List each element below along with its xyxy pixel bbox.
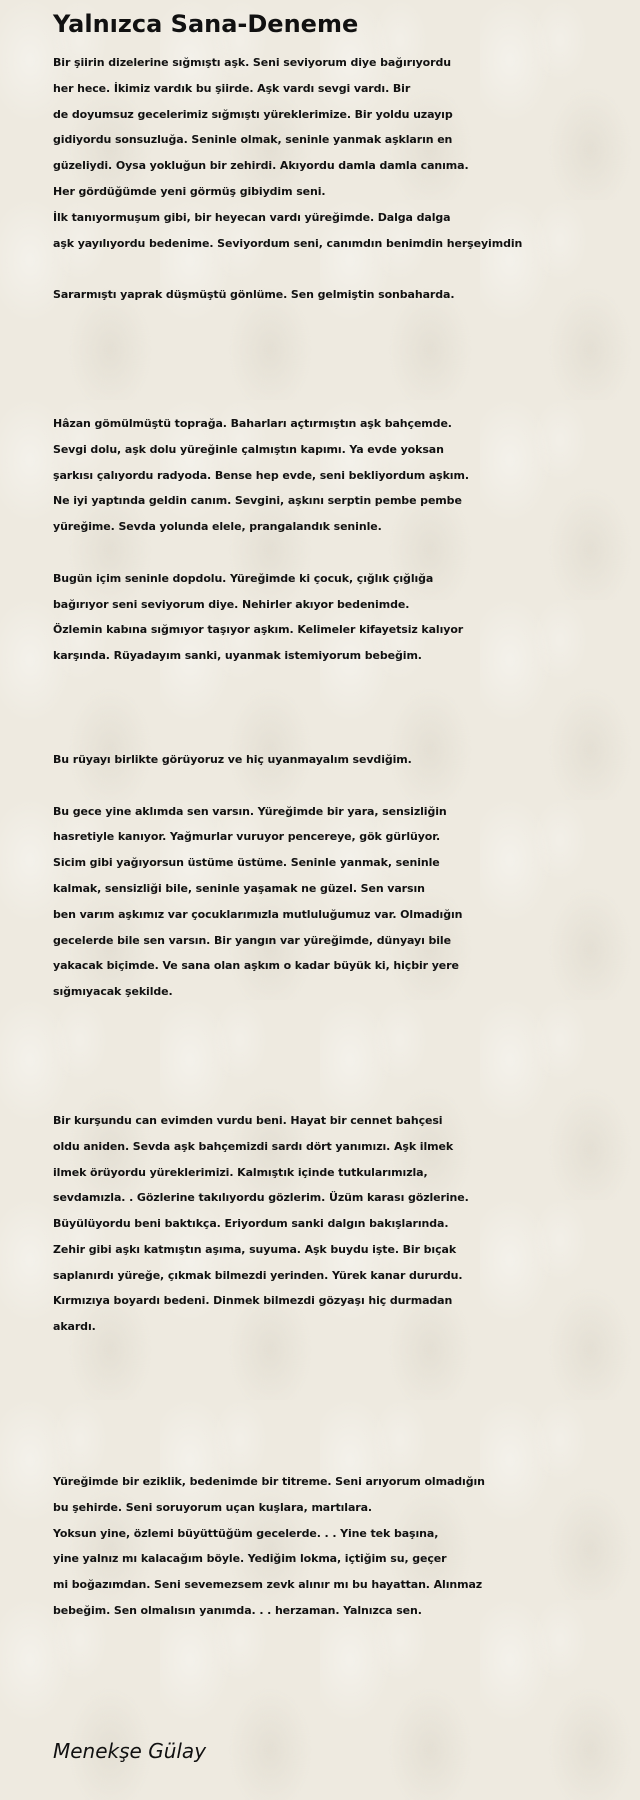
poem-line: gidiyordu sonsuzluğa. Seninle olmak, seninle yanmak aşkların en: [53, 133, 453, 147]
poem-line: Bir şiirin dizelerine sığmıştı aşk. Seni seviyorum diye bağırıyordu: [53, 56, 451, 69]
stanza-8: [53, 1469, 640, 1624]
stanza-spacer: [53, 1005, 640, 1108]
stanza-6: [53, 799, 640, 1005]
stanza-spacer: [53, 540, 640, 566]
stanza-spacer: [53, 773, 640, 799]
stanza-5: [53, 747, 640, 773]
stanza-7: [53, 1108, 640, 1340]
stanza-2: [53, 282, 640, 308]
poem-line: Sararmıştı yaprak düşmüştü gönlüme. Sen gelmiştin sonbaharda.: [53, 288, 455, 302]
poem-line: aşk yayılıyordu bedenime. Seviyordum seni, canımdın benimdin herşeyimdin: [53, 236, 523, 250]
poem-body: [53, 50, 640, 1624]
poem-line: bağırıyor seni seviyorum diye. Nehirler akıyor bedenimde.: [53, 597, 410, 611]
poem-line: bebeğim. Sen olmalısın yanımda. . . herzaman. Yalnızca sen.: [53, 1604, 422, 1618]
poem-line: şarkısı çalıyordu radyoda. Bense hep evde, seni bekliyordum aşkım.: [53, 468, 469, 482]
poem-line: Yüreğimde bir eziklik, bedenimde bir titreme. Seni arıyorum olmadığın: [53, 1475, 485, 1489]
stanza-4: [53, 566, 640, 669]
poem-line: bu şehirde. Seni soruyorum uçan kuşlara, martılara.: [53, 1500, 372, 1514]
poem-line: hasretiyle kanıyor. Yağmurlar vuruyor pencereye, gök gürlüyor.: [53, 830, 441, 844]
stanza-1: [53, 50, 640, 256]
poem-line: mi boğazımdan. Seni sevemezsem zevk alınır mı bu hayattan. Alınmaz: [53, 1578, 483, 1592]
stanza-3: [53, 411, 640, 540]
poem-line: Özlemin kabına sığmıyor taşıyor aşkım. Kelimeler kifayetsiz kalıyor: [53, 623, 464, 637]
poem-line: Bu gece yine aklımda sen varsın. Yüreğimde bir yara, sensizliğin: [53, 804, 447, 818]
poem-line: güzeliydi. Oysa yokluğun bir zehirdi. Akıyordu damla damla canıma.: [53, 159, 469, 173]
poem-line: sevdamızla. . Gözlerine takılıyordu gözlerim. Üzüm karası gözlerine.: [53, 1191, 469, 1205]
poem-line: Bugün içim seninle dopdolu. Yüreğimde ki çocuk, çığlık çığlığa: [53, 571, 434, 585]
poem-line: Her gördüğümde yeni görmüş gibiydim seni.: [53, 184, 326, 198]
poem-line: Hâzan gömülmüştü toprağa. Baharları açtırmıştın aşk bahçemde.: [53, 416, 452, 430]
poem-line: kalmak, sensizliği bile, seninle yaşamak ne güzel. Sen varsın: [53, 881, 425, 895]
stanza-spacer: [53, 669, 640, 747]
poem-line: her hece. İkimiz vardık bu şiirde. Aşk vardı sevgi vardı. Bir: [53, 81, 411, 95]
poem-line: Büyülüyordu beni baktıkça. Eriyordum sanki dalgın bakışlarında.: [53, 1217, 449, 1231]
poem-line: akardı.: [53, 1320, 96, 1334]
stanza-spacer: [53, 256, 640, 282]
poem-line: Bir kurşundu can evimden vurdu beni. Hayat bir cennet bahçesi: [53, 1113, 443, 1127]
poem-line: Bu rüyayı birlikte görüyoruz ve hiç uyanmayalım sevdiğim.: [53, 752, 412, 766]
poem-line: gecelerde bile sen varsın. Bir yangın var yüreğimde, dünyayı bile: [53, 933, 451, 947]
poem-line: Ne iyi yaptında geldin canım. Sevgini, aşkını serptin pembe pembe: [53, 494, 462, 508]
poem-line: Zehir gibi aşkı katmıştın aşıma, suyuma. Aşk buydu işte. Bir bıçak: [53, 1242, 457, 1256]
poem-line: de doyumsuz gecelerimiz sığmıştı yüreklerimize. Bir yoldu uzayıp: [53, 107, 453, 121]
poem-line: karşında. Rüyadayım sanki, uyanmak istemiyorum bebeğim.: [53, 649, 422, 663]
poem-line: Yoksun yine, özlemi büyüttüğüm gecelerde. . . Yine tek başına,: [53, 1526, 439, 1540]
poem-title: Yalnızca Sana-Deneme: [53, 10, 359, 38]
poem-line: İlk tanıyormuşum gibi, bir heyecan vardı yüreğimde. Dalga dalga: [53, 210, 451, 224]
author-signature: Menekşe Gülay: [53, 1739, 207, 1763]
poem-line: ben varım aşkımız var çocuklarımızla mutluluğumuz var. Olmadığın: [53, 907, 463, 921]
poem-line: yüreğime. Sevda yolunda elele, prangalandık seninle.: [53, 520, 382, 534]
poem-line: sığmıyacak şekilde.: [53, 985, 173, 999]
poem-line: Sevgi dolu, aşk dolu yüreğinle çalmıştın kapımı. Ya evde yoksan: [53, 442, 444, 456]
poem-line: yakacak biçimde. Ve sana olan aşkım o kadar büyük ki, hiçbir yere: [53, 959, 459, 973]
poem-line: oldu aniden. Sevda aşk bahçemizdi sardı dört yanımızı. Aşk ilmek: [53, 1139, 454, 1153]
poem-line: Kırmızıya boyardı bedeni. Dinmek bilmezdi gözyaşı hiç durmadan: [53, 1294, 453, 1308]
poem-line: Sicim gibi yağıyorsun üstüme üstüme. Seninle yanmak, seninle: [53, 856, 440, 870]
stanza-spacer: [53, 308, 640, 411]
poem-line: yine yalnız mı kalacağım böyle. Yediğim lokma, içtiğim su, geçer: [53, 1552, 447, 1566]
stanza-spacer: [53, 1340, 640, 1469]
poem-line: saplanırdı yüreğe, çıkmak bilmezdi yerinden. Yürek kanar dururdu.: [53, 1268, 463, 1282]
poem-line: ilmek örüyordu yüreklerimizi. Kalmıştık içinde tutkularımızla,: [53, 1165, 428, 1179]
